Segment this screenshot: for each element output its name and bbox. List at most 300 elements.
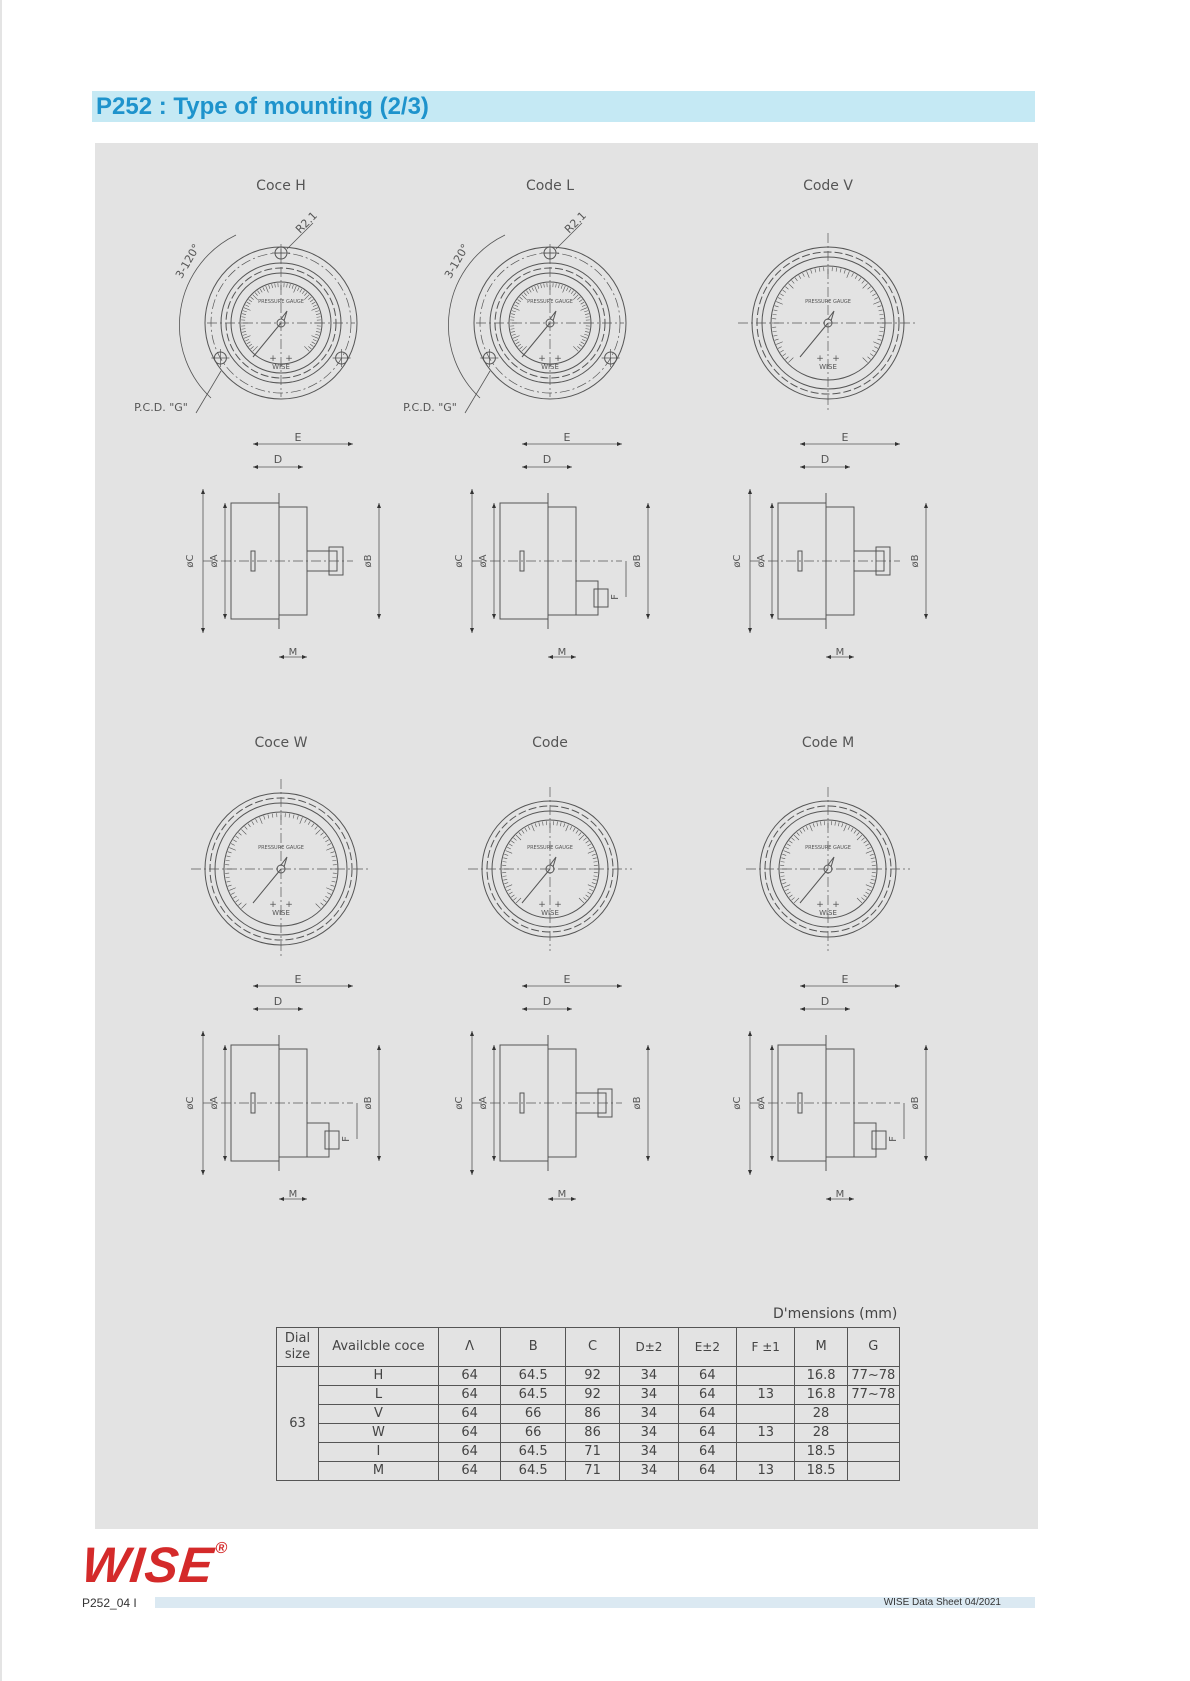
header-g: G: [847, 1328, 899, 1367]
dial-tick: [879, 335, 883, 336]
dial-tick: [785, 889, 789, 891]
cell-code: W: [319, 1424, 439, 1443]
table-row: [277, 1443, 900, 1462]
dial-tick: [776, 342, 782, 345]
dial-tick: [327, 844, 331, 846]
dial-tick: [316, 904, 321, 909]
arrow-head: [522, 984, 527, 988]
dim-label-e: E: [294, 431, 302, 444]
arrow-head: [492, 503, 496, 508]
dial-tick: [255, 293, 258, 296]
cell-e: 64: [678, 1443, 736, 1462]
cell-g: 77~78: [847, 1386, 899, 1405]
cell-a: 64: [438, 1367, 501, 1386]
arrow-head: [646, 1045, 650, 1050]
dial-tick: [589, 847, 593, 849]
dial-tick: [586, 841, 589, 843]
dial-tick: [870, 883, 874, 884]
dim-label-b: øB: [632, 554, 643, 568]
dial-tick: [514, 339, 518, 341]
gauge-caption: PRESSURE GAUGE: [527, 845, 573, 851]
dial-tick: [588, 892, 591, 894]
arrow-head: [348, 442, 353, 446]
dim-label-m: M: [288, 647, 298, 658]
dial-tick: [573, 295, 578, 300]
dial-tick: [593, 861, 597, 862]
dial-tick: [256, 819, 258, 823]
dial-tick: [866, 851, 872, 854]
dial-tick: [245, 826, 248, 829]
dial-tick: [557, 822, 558, 826]
table-row: [277, 1405, 900, 1424]
dial-tick: [227, 856, 231, 857]
dial-tick: [855, 275, 857, 278]
dial-tick: [532, 825, 535, 831]
cell-d: 34: [620, 1367, 678, 1386]
dial-tick: [518, 344, 521, 346]
dial-tick: [593, 876, 597, 877]
dial-tick: [879, 310, 883, 311]
dial-tick: [863, 358, 868, 363]
dial-tick: [852, 273, 854, 277]
dial-tick: [518, 299, 521, 301]
arrow-head: [548, 1197, 553, 1201]
table-row: [277, 1424, 900, 1443]
gauge-caption: PRESSURE GAUGE: [258, 299, 304, 305]
cell-code: L: [319, 1386, 439, 1405]
dim-label-e: E: [563, 431, 571, 444]
dial-tick: [323, 900, 326, 902]
dim-label-d: D: [820, 453, 830, 466]
dial-tick: [820, 822, 821, 826]
dial-tick: [836, 268, 837, 272]
dim-label-m: M: [835, 647, 845, 658]
dial-tick: [588, 885, 594, 888]
dial-tick: [864, 895, 867, 897]
dial-tick: [514, 305, 518, 307]
dial-tick: [583, 898, 586, 901]
dial-tick: [842, 823, 843, 827]
cell-b: 64.5: [501, 1443, 566, 1462]
dial-tick: [586, 317, 590, 318]
dim-label-f: F: [888, 1136, 899, 1142]
wise-logo: [79, 1536, 230, 1594]
dial-tick: [511, 895, 514, 897]
dial-tick: [538, 285, 539, 289]
dial-tick: [584, 334, 588, 335]
dim-label-f: F: [610, 594, 621, 600]
page-title: P252 : Type of mounting (2/3): [92, 91, 1035, 122]
dial-tick: [792, 280, 795, 283]
dial-tick: [782, 854, 786, 855]
dial-tick: [579, 344, 582, 346]
arrow-head: [348, 984, 353, 988]
pcd-leader: [196, 371, 221, 413]
dial-tick: [289, 284, 290, 288]
arrow-head: [800, 984, 805, 988]
connection-thread: [325, 1131, 339, 1149]
dial-tick: [236, 900, 239, 902]
arrow-head: [924, 614, 928, 619]
arrow-head: [924, 503, 928, 508]
arrow-head: [548, 655, 553, 659]
dial-tick: [781, 879, 785, 880]
dial-tick: [871, 861, 875, 862]
dim-label-d: D: [820, 995, 830, 1008]
arrow-head: [646, 503, 650, 508]
dial-tick: [785, 357, 788, 360]
dim-label-b: øB: [632, 1096, 643, 1110]
dial-tick: [871, 879, 875, 880]
cell-code: H: [319, 1367, 439, 1386]
dial-tick: [297, 816, 298, 820]
arrow-head: [492, 614, 496, 619]
arrow-head: [470, 1170, 474, 1175]
cell-f: 13: [737, 1462, 795, 1481]
cell-m: 16.8: [795, 1386, 847, 1405]
dial-tick: [872, 294, 875, 296]
gauge-needle: [522, 869, 550, 903]
sheet-label: WISE Data Sheet 04/2021: [883, 1597, 1001, 1608]
dial-tick: [244, 336, 250, 339]
dial-tick: [579, 835, 584, 840]
dial-tick: [586, 329, 590, 330]
dial-tick: [588, 851, 594, 854]
dial-tick: [879, 331, 883, 332]
dial-tick: [528, 826, 530, 830]
cell-a: 64: [438, 1405, 501, 1424]
dial-tick: [874, 347, 878, 349]
arrow-head: [567, 1007, 572, 1011]
dim-label-c: øC: [454, 554, 465, 568]
dial-tick: [870, 854, 874, 855]
arrow-head: [279, 1197, 284, 1201]
dial-tick: [866, 892, 869, 894]
cell-g: 77~78: [847, 1367, 899, 1386]
dial-tick: [317, 317, 321, 318]
dial-tick: [529, 289, 531, 292]
dial-tick: [799, 275, 801, 278]
dim-label-c: øC: [454, 1096, 465, 1110]
dial-tick: [252, 821, 254, 824]
dial-tick: [312, 342, 315, 344]
dial-tick: [544, 283, 545, 287]
gauge-needle: [800, 323, 828, 357]
dial-tick: [775, 306, 779, 307]
cell-c: 86: [565, 1405, 619, 1424]
dial-tick: [253, 346, 258, 351]
cell-d: 34: [620, 1424, 678, 1443]
arrow-head: [770, 503, 774, 508]
dial-tick: [795, 278, 797, 281]
gauge-caption: PRESSURE GAUGE: [805, 299, 851, 305]
arrow-head: [571, 1197, 576, 1201]
dial-tick: [585, 314, 589, 315]
dial-tick: [330, 852, 334, 853]
arrow-head: [748, 1031, 752, 1036]
dial-tick: [813, 823, 814, 827]
cell-m: 16.8: [795, 1367, 847, 1386]
dim-label-f: F: [341, 1136, 352, 1142]
drawing-panel: [95, 143, 1038, 1529]
dial-tick: [778, 347, 782, 349]
dial-tick: [249, 299, 252, 301]
gauge-screw-mark: +: [269, 354, 277, 364]
arrow-head: [800, 1007, 805, 1011]
dial-tick: [570, 826, 572, 830]
dial-tick: [310, 344, 313, 346]
dial-tick: [563, 286, 566, 292]
dim-label-d: D: [273, 995, 283, 1008]
dial-tick: [781, 861, 785, 862]
arrow-head: [748, 489, 752, 494]
dial-tick: [257, 291, 259, 294]
code-label: Code V: [803, 178, 853, 194]
dial-tick: [236, 836, 239, 838]
dial-tick: [511, 841, 514, 843]
dial-tick: [586, 895, 589, 897]
cell-a: 64: [438, 1462, 501, 1481]
dial-tick: [556, 283, 557, 287]
header-a: Λ: [438, 1328, 501, 1367]
dial-tick: [289, 814, 290, 818]
angle-label: 3-120°: [172, 241, 203, 281]
dial-tick: [867, 889, 871, 891]
header-dial-size: Dial size: [277, 1328, 319, 1367]
dial-tick: [311, 336, 317, 339]
dial-tick: [851, 828, 853, 831]
dial-tick: [304, 346, 309, 351]
dial-tick: [510, 329, 514, 330]
radius-label: R2.1: [293, 209, 321, 237]
table-header-row: [277, 1328, 900, 1367]
dial-tick: [316, 314, 320, 315]
dial-tick: [874, 298, 878, 300]
dial-tick: [810, 825, 813, 831]
arrow-head: [567, 465, 572, 469]
cell-c: 92: [565, 1386, 619, 1405]
dial-tick: [857, 833, 860, 836]
dial-tick: [861, 898, 864, 901]
table-row: [277, 1367, 900, 1386]
dial-tick: [783, 290, 786, 292]
dial-tick: [535, 286, 538, 292]
gauge-brand: WISE: [272, 909, 290, 917]
dial-tick: [794, 898, 799, 903]
arrow-head: [492, 1045, 496, 1050]
arrow-head: [826, 1197, 831, 1201]
dial-tick: [778, 298, 782, 300]
dial-tick: [231, 893, 235, 895]
dial-tick: [806, 826, 808, 830]
dial-tick: [520, 297, 523, 300]
cell-f: 13: [737, 1386, 795, 1405]
dimensions-caption: D'mensions (mm): [773, 1306, 898, 1322]
dial-tick: [330, 885, 334, 886]
dial-tick: [576, 830, 578, 833]
dial-tick: [241, 904, 246, 909]
dial-tick: [788, 283, 793, 288]
dim-label-m: M: [557, 647, 567, 658]
dial-tick: [327, 893, 331, 895]
arrow-head: [845, 465, 850, 469]
dial-tick: [226, 877, 230, 878]
dial-tick: [784, 851, 790, 854]
gauge-brand: WISE: [541, 909, 559, 917]
dial-tick: [308, 297, 311, 300]
header-available-code: Availcble coce: [319, 1328, 439, 1367]
arrow-head: [223, 1156, 227, 1161]
dim-label-b: øB: [363, 554, 374, 568]
arrow-head: [253, 442, 258, 446]
dial-tick: [584, 311, 588, 312]
dim-label-a: øA: [756, 554, 767, 568]
dial-tick: [516, 302, 519, 304]
cell-code: I: [319, 1443, 439, 1462]
cell-e: 64: [678, 1424, 736, 1443]
gauge-brand: WISE: [541, 363, 559, 371]
arrow-head: [223, 1045, 227, 1050]
pcd-label: P.C.D. "G": [134, 401, 188, 414]
dial-tick: [509, 892, 512, 894]
dial-tick: [848, 826, 850, 830]
dial-tick: [300, 289, 302, 292]
dial-tick: [558, 284, 559, 288]
arrow-head: [377, 1156, 381, 1161]
arrow-head: [492, 1156, 496, 1161]
arrow-head: [201, 1170, 205, 1175]
dial-tick: [315, 311, 319, 312]
dim-label-e: E: [841, 973, 849, 986]
dial-tick: [803, 273, 805, 277]
dial-tick: [872, 350, 875, 352]
cell-e: 64: [678, 1367, 736, 1386]
dial-tick: [305, 819, 307, 823]
dial-tick: [243, 311, 247, 312]
arrow-head: [924, 1156, 928, 1161]
dial-tick: [269, 285, 270, 289]
cell-c: 71: [565, 1462, 619, 1481]
page-separator: I: [133, 1596, 137, 1610]
gauge-screw-mark: +: [816, 354, 824, 364]
dial-tick: [229, 848, 235, 851]
dim-label-c: øC: [732, 554, 743, 568]
angle-label: 3-120°: [441, 241, 472, 281]
dial-tick: [228, 852, 232, 853]
connection-thread: [594, 589, 608, 607]
dial-tick: [864, 841, 867, 843]
arrow-head: [522, 1007, 527, 1011]
dim-label-c: øC: [185, 1096, 196, 1110]
cell-f: 13: [737, 1424, 795, 1443]
cell-code: M: [319, 1462, 439, 1481]
dial-tick: [311, 308, 317, 311]
dial-tick: [857, 898, 862, 903]
dial-tick: [226, 860, 230, 861]
dial-tick: [838, 822, 839, 826]
dial-tick: [566, 825, 569, 831]
dial-tick: [514, 898, 517, 901]
dial-tick: [516, 342, 519, 344]
arrow-head: [201, 489, 205, 494]
cell-c: 86: [565, 1424, 619, 1443]
dial-tick: [312, 824, 314, 827]
cell-e: 64: [678, 1405, 736, 1424]
dial-tick: [315, 826, 318, 829]
dial-tick: [585, 331, 589, 332]
table-row: [277, 1386, 900, 1405]
arrow-head: [845, 1007, 850, 1011]
dial-tick: [313, 305, 317, 307]
dial-tick: [794, 835, 799, 840]
dial-tick: [506, 885, 512, 888]
dial-tick: [569, 289, 571, 292]
dial-tick: [854, 830, 856, 833]
dial-tick: [248, 824, 250, 827]
dial-tick: [512, 334, 516, 335]
arrow-head: [223, 503, 227, 508]
dial-tick: [326, 888, 332, 891]
dial-tick: [785, 847, 789, 849]
cell-c: 92: [565, 1367, 619, 1386]
dial-tick: [835, 822, 836, 826]
dim-label-b: øB: [910, 554, 921, 568]
connection-stem: [307, 1123, 329, 1157]
dial-tick: [229, 888, 235, 891]
dial-tick: [245, 339, 249, 341]
cell-b: 64.5: [501, 1367, 566, 1386]
dial-tick: [873, 342, 879, 345]
dial-tick: [247, 302, 250, 304]
dial-tick: [233, 896, 236, 898]
arrow-head: [201, 628, 205, 633]
dial-tick: [573, 828, 575, 831]
dial-tick: [520, 346, 523, 349]
dial-tick: [873, 302, 879, 305]
pcd-label: P.C.D. "G": [403, 401, 457, 414]
dial-tick: [817, 822, 818, 826]
cell-d: 34: [620, 1443, 678, 1462]
dial-tick: [866, 844, 869, 846]
dim-label-d: D: [542, 995, 552, 1008]
dial-tick: [580, 308, 586, 311]
gauge-screw-mark: +: [269, 900, 277, 910]
cell-d: 34: [620, 1386, 678, 1405]
dial-tick: [785, 287, 788, 290]
dial-tick: [535, 823, 536, 827]
dial-tick: [780, 350, 783, 352]
arrow-head: [298, 1007, 303, 1011]
dial-tick: [797, 833, 800, 836]
cell-b: 66: [501, 1424, 566, 1443]
dim-label-a: øA: [478, 554, 489, 568]
dial-tick: [511, 314, 515, 315]
arrow-head: [377, 1045, 381, 1050]
dial-tick: [579, 299, 582, 301]
dial-tick: [579, 898, 584, 903]
cell-b: 64.5: [501, 1462, 566, 1481]
dial-tick: [516, 898, 521, 903]
dim-label-a: øA: [209, 1096, 220, 1110]
arrow-head: [522, 465, 527, 469]
dial-tick: [503, 879, 507, 880]
dial-tick: [516, 835, 521, 840]
dial-tick: [323, 836, 326, 838]
dial-tick: [249, 344, 252, 346]
dial-tick: [773, 314, 777, 315]
gauge-screw-mark: +: [554, 354, 562, 364]
dial-tick: [773, 331, 777, 332]
